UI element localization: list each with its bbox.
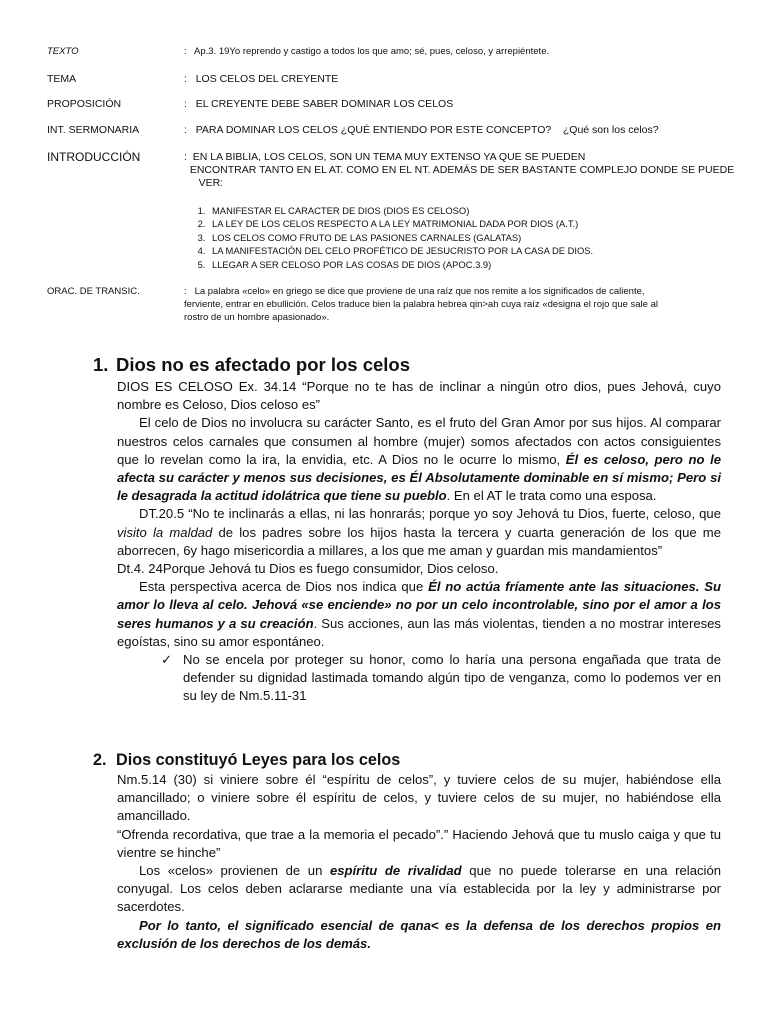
- orac-label: ORAC. DE TRANSIC.: [47, 286, 140, 297]
- paragraph: Por lo tanto, el significado esencial de qana< es la defensa de los derechos propios en exclusión de los derechos de los demás.: [117, 917, 721, 951]
- intro-item: 1. MANIFESTAR EL CARACTER DE DIOS (DIOS ES CELOSO): [208, 204, 593, 217]
- section-1-title: [93, 354, 410, 376]
- intro-item: 5. LLEGAR A SER CELOSO POR LAS COSAS DE DIOS (APOC.3.9): [208, 258, 593, 271]
- paragraph: Dt.4. 24Porque Jehová tu Dios es fuego consumidor, Dios celoso.: [117, 561, 499, 577]
- checkmark-icon: ✓: [161, 652, 172, 668]
- intro-item: 4. LA MANIFESTACIÓN DEL CELO PROFÉTICO DE JESUCRISTO POR LA CASA DE DIOS.: [208, 244, 593, 257]
- intro-item: 3. LOS CELOS COMO FRUTO DE LAS PASIONES CARNALES (GALATAS): [208, 231, 593, 244]
- section-2-heading: Dios constituyó Leyes para los celos: [116, 751, 401, 769]
- paragraph: DIOS ES CELOSO Ex. 34.14 “Porque no te has de inclinar a ningún otro dios, pues Jehová, cuyo nombre es Celoso, Dios celoso es”: [117, 379, 721, 413]
- bullet-item: ✓ No se encela por proteger su honor, como lo haría una persona engañada que trata de defender su dignidad lastimada tomando algún tipo de venganza, como lo podemos ver en su ley de Nm.5.11-31: [161, 652, 721, 704]
- section-2-body: [117, 771, 721, 953]
- section-2-number: 2.: [93, 751, 107, 769]
- paragraph: “Ofrenda recordativa, que trae a la memoria el pecado”.” Haciendo Jehová que tu muslo caiga y que tu vientre se hinche”: [117, 826, 721, 860]
- proposicion-value: : EL CREYENTE DEBE SABER DOMINAR LOS CELOS: [184, 98, 454, 110]
- paragraph: Nm.5.14 (30) si viniere sobre él “espíritu de celos”, y tuviere celos de su mujer, habiéndose ella amancillado; o viniere sobre él espíritu de celos, y tuviere celos de su mujer, no habiéndose ella amancillado.: [117, 772, 721, 824]
- section-2-title: [93, 751, 400, 770]
- paragraph: DT.20.5 “No te inclinarás a ellas, ni las honrarás; porque yo soy Jehová tu Dios, fuerte, celoso, que visito la maldad de los padres sobre los hijos hasta la tercera y cuarta generación de los que me aborrecen, 6y hago misericordia a millares, a los que me aman y guardan mis mandamientos”: [117, 506, 721, 558]
- introduccion-label: INTRODUCCIÓN: [47, 150, 141, 164]
- tema-value: : LOS CELOS DEL CREYENTE: [184, 73, 339, 85]
- section-1-number: 1.: [93, 354, 109, 375]
- section-1-heading: Dios no es afectado por los celos: [116, 354, 411, 375]
- intro-item: 2. LA LEY DE LOS CELOS RESPECTO A LA LEY MATRIMONIAL DADA POR DIOS (A.T.): [208, 217, 593, 230]
- paragraph: El celo de Dios no involucra su carácter Santo, es el fruto del Gran Amor por sus hijos. Al comparar nuestros celos carnales que consumen al hombre (mujer) somos afectados con actos consiguientes que lo revelan como la ira, la envidia, etc. A Dios no le ocurre lo mismo, Él es celoso, pero no le afecta su carácter y menos sus decisiones, es Él Absolutamente dominable en sí mismo; Pero si le desagrada la actitud idolátrica que tiene su pueblo. En el AT le trata como una esposa.: [117, 415, 721, 504]
- proposicion-label: PROPOSICIÓN: [47, 98, 122, 110]
- texto-label: TEXTO: [47, 46, 79, 57]
- orac-value: : La palabra «celo» en griego se dice que proviene de una raíz que nos remite a los significados de caliente, ferviente, entrar en ebullición. Celos traduce bien la palabra hebrea qin>ah cuya raíz «designa el rojo que sale al rostro de un hombre apasionado».: [184, 286, 658, 323]
- int-sermonaria-value: : PARA DOMINAR LOS CELOS ¿QUÉ ENTIENDO POR ESTE CONCEPTO? ¿Qué son los celos?: [184, 124, 659, 136]
- tema-label: TEMA: [47, 73, 77, 85]
- paragraph: Esta perspectiva acerca de Dios nos indica que Él no actúa fríamente ante las situaciones. Su amor lo lleva al celo. Jehová «se enciende» no por un celo incontrolable, sino por el amor a los seres humanos y a su creación. Sus acciones, aun las más violentas, tienden a no mostrar intereses egoístas, sino su amor espontáneo.: [117, 579, 722, 649]
- introduccion-value: : EN LA BIBLIA, LOS CELOS, SON UN TEMA MUY EXTENSO YA QUE SE PUEDEN ENCONTRAR TANTO EN EL AT. COMO EN EL NT. ADEMÁS DE SER BASTANTE COMPLEJO DONDE SE PUEDE VER:: [184, 151, 735, 189]
- intro-list: [184, 204, 593, 271]
- section-1-body: [117, 378, 721, 706]
- int-sermonaria-label: INT. SERMONARIA: [47, 124, 140, 136]
- texto-value: : Ap.3. 19Yo reprendo y castigo a todos los que amo; sé, pues, celoso, y arrepiéntete.: [184, 46, 550, 57]
- paragraph: Los «celos» provienen de un espíritu de rivalidad que no puede tolerarse en una relación conyugal. Los celos deben aclararse mediante una vía establecida por la ley y administrarse por sacerdotes.: [117, 863, 722, 915]
